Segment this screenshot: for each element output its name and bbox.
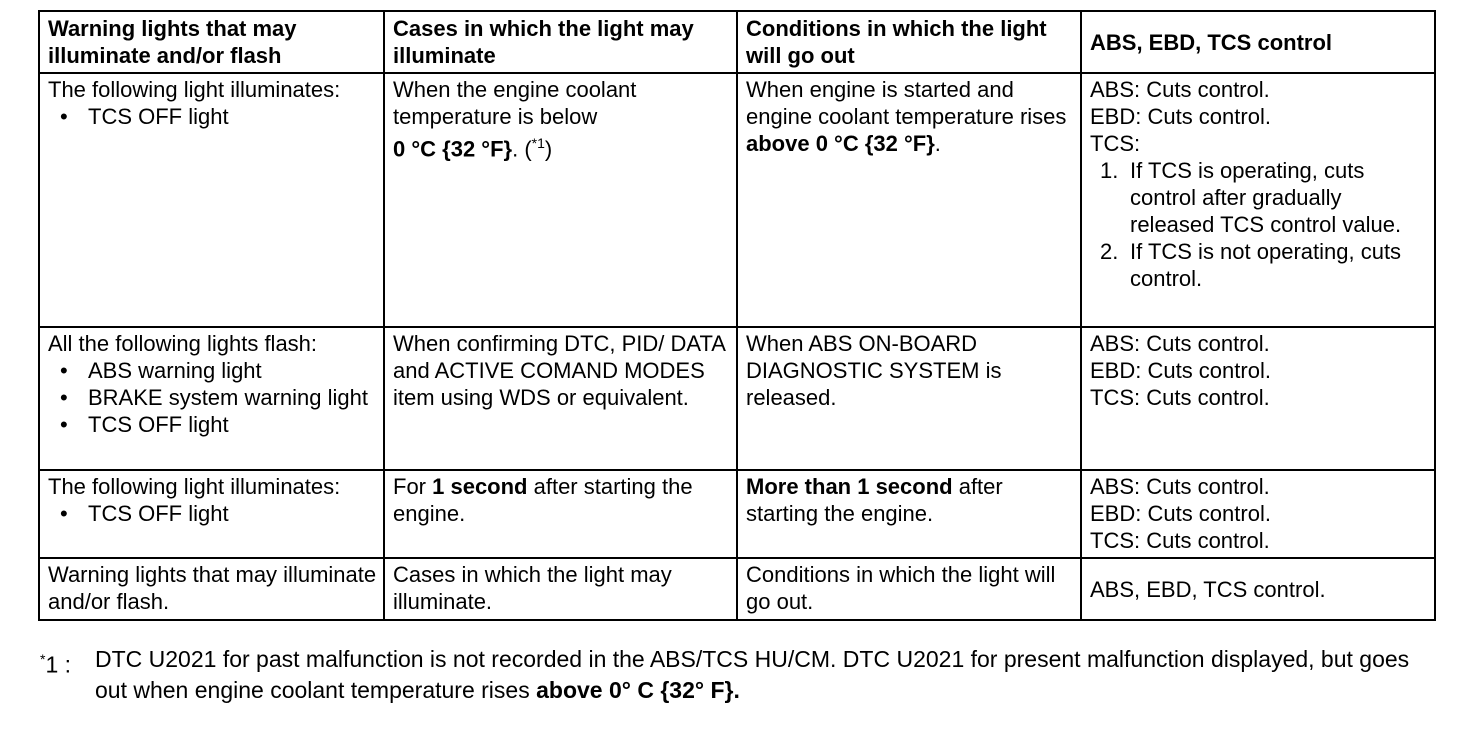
list-item (1090, 238, 1428, 292)
light-name: TCS OFF light (88, 104, 229, 129)
footnote-text: DTC U2021 for past malfunction is not recorded in the ABS/TCS HU/CM. DTC U2021 for present malfunction displayed, but goes out when engine coolant temperature rises (95, 646, 1410, 703)
item-text: If TCS is operating, cuts control after gradually released TCS control value. (1130, 158, 1402, 237)
footnote-body (40, 644, 1440, 706)
cell-control (1081, 470, 1435, 558)
conditions-temperature: above 0 °C {32 °F} (746, 131, 935, 156)
control-tcs: TCS: Cuts control. (1090, 528, 1270, 553)
cell-conditions: Conditions in which the light will go out. (737, 558, 1081, 620)
cell-control: ABS, EBD, TCS control. (1081, 558, 1435, 620)
cell-warning-lights (39, 73, 384, 327)
item-number: 2. (1100, 239, 1119, 264)
cases-pre: For (393, 474, 433, 499)
footnote-mark (40, 644, 71, 681)
cell-cases: Cases in which the light may illuminate. (384, 558, 737, 620)
footnote-tail: . (733, 677, 740, 703)
cell-conditions: When ABS ON-BOARD DIAGNOSTIC SYSTEM is released. (737, 327, 1081, 470)
footnote-number: 1 (45, 651, 59, 678)
lights-intro: All the following lights flash: (48, 331, 318, 356)
conditions-duration: More than 1 second (746, 474, 953, 499)
light-name: TCS OFF light (88, 412, 229, 437)
cell-warning-lights (39, 327, 384, 470)
control-tcs: TCS: Cuts control. (1090, 385, 1270, 410)
bullet-icon: • (60, 358, 68, 383)
cases-text: When the engine coolant temperature is below (393, 77, 637, 129)
control-tcs: TCS: (1090, 131, 1141, 156)
light-name: TCS OFF light (88, 501, 229, 526)
footnote-temperature: above 0° C {32° F} (536, 677, 734, 703)
list-item (48, 500, 377, 527)
lights-intro: The following light illuminates: (48, 77, 341, 102)
cases-duration: 1 second (432, 474, 528, 499)
header-row (39, 11, 1435, 73)
cell-warning-lights: Warning lights that may illuminate and/or flash. (39, 558, 384, 620)
footnote-separator: : (58, 651, 72, 678)
list-item (1090, 157, 1428, 238)
list-item (48, 103, 377, 130)
item-text: If TCS is not operating, cuts control. (1130, 239, 1402, 291)
lights-list (48, 103, 377, 130)
tcs-control-list (1090, 157, 1428, 292)
cases-close: ) (544, 136, 553, 162)
list-item (48, 357, 377, 384)
cell-conditions (737, 470, 1081, 558)
footnote-asterisk: * (40, 651, 46, 667)
conditions-text: When engine is started and engine coolant temperature rises (746, 77, 1067, 129)
header-control: ABS, EBD, TCS control (1081, 11, 1435, 73)
cell-conditions (737, 73, 1081, 327)
table-row (39, 558, 1435, 620)
cases-post: after starting the engine. (393, 474, 693, 526)
control-abs: ABS: Cuts control. (1090, 474, 1270, 499)
header-cases: Cases in which the light may illuminate (384, 11, 737, 73)
cell-cases (384, 470, 737, 558)
control-ebd: EBD: Cuts control. (1090, 501, 1271, 526)
table-row (39, 470, 1435, 558)
cell-control (1081, 327, 1435, 470)
light-name: ABS warning light (88, 358, 262, 383)
cell-cases: When confirming DTC, PID/ DATA and ACTIVE COMAND MODES item using WDS or equivalent. (384, 327, 737, 470)
conditions-post: after starting the engine. (746, 474, 1003, 526)
bullet-icon: • (60, 385, 68, 410)
lights-list (48, 357, 377, 438)
cases-tail: . ( (512, 136, 532, 162)
control-ebd: EBD: Cuts control. (1090, 358, 1271, 383)
cases-temperature: 0 °C {32 °F} (393, 136, 513, 162)
light-name: BRAKE system warning light (88, 385, 368, 410)
cell-cases (384, 73, 737, 327)
cell-warning-lights (39, 470, 384, 558)
list-item (48, 384, 377, 411)
control-ebd: EBD: Cuts control. (1090, 104, 1271, 129)
header-conditions: Conditions in which the light will go out (737, 11, 1081, 73)
footnote (40, 644, 1440, 706)
lights-list (48, 500, 377, 527)
cell-control (1081, 73, 1435, 327)
lights-intro: The following light illuminates: (48, 474, 341, 499)
item-number: 1. (1100, 158, 1119, 183)
table-row (39, 73, 1435, 327)
list-item (48, 411, 377, 438)
conditions-tail: . (934, 131, 941, 156)
control-abs: ABS: Cuts control. (1090, 331, 1270, 356)
header-warning-lights: Warning lights that may illuminate and/or flash (39, 11, 384, 73)
bullet-icon: • (60, 501, 68, 526)
bullet-icon: • (60, 104, 68, 129)
warning-lights-table (38, 10, 1436, 621)
footnote-ref: *1 (531, 135, 545, 151)
bullet-icon: • (60, 412, 68, 437)
table-row (39, 327, 1435, 470)
control-abs: ABS: Cuts control. (1090, 77, 1270, 102)
